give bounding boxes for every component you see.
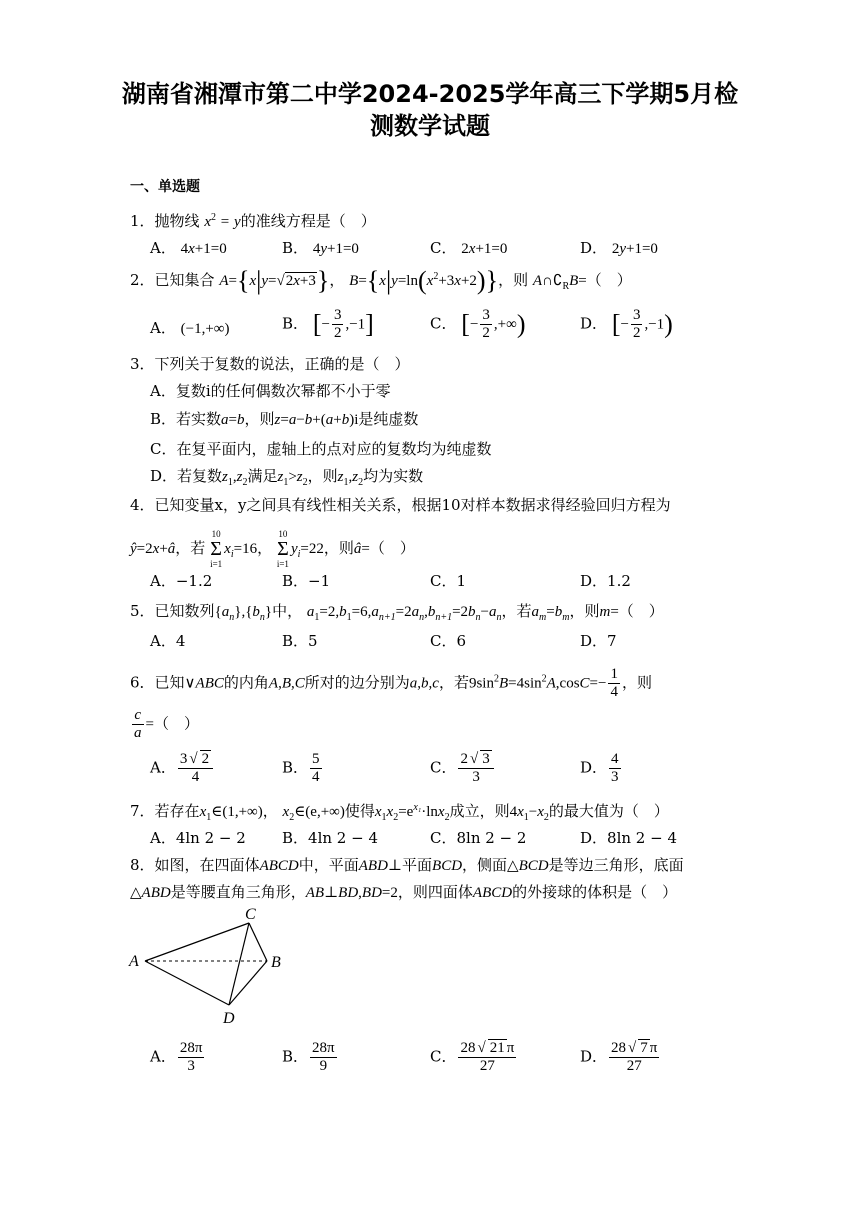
q2-option-b: B． [− $\frac{3}{2}$ ,−1] — [282, 307, 374, 341]
q8-option-d: D． $\frac{28 √ 7 \pi}{27}$ — [580, 1040, 658, 1074]
question-4-line2: ŷ=2x+â，若 10 Σ i=1 $x_i=16$， 10 Σ i=1 $y_i=22$，则â=（ ） — [130, 529, 415, 569]
vertex-label-a: A — [129, 953, 139, 970]
q3-option-c: C．在复平面内，虚轴上的点对应的复数均为纯虚数 — [150, 440, 492, 458]
question-2: 2．已知集合 A={x|y=√2x+3}， $B=\{x|y=\ln(x^2+3x+2)\}$，则 $A\cap∁_RB=$（ ） — [130, 266, 632, 295]
q8-option-c: C． $\frac{28 √ 21 \pi}{27}$ — [430, 1040, 515, 1074]
q4-option-d: D．1.2 — [580, 572, 631, 590]
q5-option-c: C．6 — [430, 632, 467, 650]
q2-option-a: A． (−1,+∞) — [150, 319, 230, 337]
q1-option-c: C． 2x+1=0 — [430, 239, 508, 257]
vertex-label-c: C — [245, 906, 256, 923]
q7-option-d: D．8ln 2 − 4 — [580, 829, 677, 847]
q7-option-c: C．8ln 2 − 2 — [430, 829, 527, 847]
question-8-line2: △ABD是等腰直角三角形，AB⊥BD,BD=2，则四面体ABCD的外接球的体积是（ ） — [130, 883, 678, 901]
q5-option-a: A．4 — [150, 632, 186, 650]
q4-option-b: B．−1 — [282, 572, 331, 590]
q3-option-a: A．复数i的任何偶数次幂都不小于零 — [150, 382, 391, 400]
edge-ac — [145, 923, 249, 961]
q4-option-c: C．1 — [430, 572, 467, 590]
question-5: 5．已知数列$\{a_n\},\{b_n\}$中， $a_1=2,b_1=6,a_{n+1}=2a_n,b_{n+1}=2b_n-a_n$，若$a_m=b_m$，则m=（ ） — [130, 602, 664, 623]
q8-option-b: B． $\frac{28\pi}{9}$ — [282, 1040, 335, 1074]
page-title-line2: 测数学试题 — [370, 112, 490, 140]
q8-option-a: A． $\frac{28\pi}{3}$ — [150, 1040, 203, 1074]
edge-ad — [145, 961, 229, 1005]
q5-option-d: D．7 — [580, 632, 617, 650]
q6-option-a: A． $\frac{3 √ 2}{4}$ — [150, 751, 215, 786]
question-4: 4．已知变量x，y之间具有线性相关关系，根据10对样本数据求得经验回归方程为 — [130, 496, 671, 514]
q2-option-d: D． [− $\frac{3}{2}$ ,−1) — [580, 307, 673, 341]
section-heading: 一、单选题 — [130, 179, 200, 195]
q3-option-b: B．若实数a=b，则z=a−b+(a+b)i是纯虚数 — [150, 410, 419, 428]
question-6-line2: $\frac{c}{a}$ =（ ） — [134, 707, 199, 741]
question-3: 3．下列关于复数的说法，正确的是（ ） — [130, 355, 410, 373]
vertex-label-b: B — [271, 954, 281, 971]
question-6: 6．已知∨ABC的内角A,B,C所对的边分别为a,b,c，若$9\sin^2B=4\sin^2A,\cos C=-$ $\frac{1}{4}$ ，则 — [130, 666, 652, 700]
q2-option-c: C． [− $\frac{3}{2}$ ,+∞) — [430, 307, 526, 341]
tetrahedron-figure — [125, 905, 295, 1030]
q6-option-c: C． $\frac{2 √ 3}{3}$ — [430, 751, 496, 786]
q6-option-b: B． $\frac{5}{4}$ — [282, 751, 320, 785]
q1-option-a: A． 4x+1=0 — [150, 239, 227, 257]
question-7: 7．若存在$x_1\in(1,+\infty)$， $x_2\in(e,+\infty)$使得$x_1x_2=e^{x_1}\cdot\ln x_2$成立，则$4x_1-x_2$的最大值为（ ） — [130, 802, 669, 823]
edge-cb — [249, 923, 267, 961]
q4-option-a: A．−1.2 — [150, 572, 213, 590]
q5-option-b: B．5 — [282, 632, 318, 650]
page-title-line1: 湖南省湘潭市第二中学2024-2025学年高三下学期5月检 — [121, 80, 739, 108]
q7-option-a: A．4ln 2 − 2 — [150, 829, 246, 847]
q1-option-d: D． 2y+1=0 — [580, 239, 658, 257]
q6-option-d: D． $\frac{4}{3}$ — [580, 751, 619, 785]
question-8: 8．如图，在四面体ABCD中，平面ABD⊥平面BCD，侧面△BCD是等边三角形，底面 — [130, 856, 684, 874]
q7-option-b: B．4ln 2 − 4 — [282, 829, 378, 847]
vertex-label-d: D — [223, 1010, 235, 1027]
question-1: 1．抛物线 $x^2 = y$的准线方程是（ ） — [130, 212, 376, 230]
q3-option-d: D．若复数$z_1,z_2$满足$z_1>z_2$，则$z_1,z_2$均为实数 — [150, 467, 424, 488]
q1-option-b: B． 4y+1=0 — [282, 239, 359, 257]
